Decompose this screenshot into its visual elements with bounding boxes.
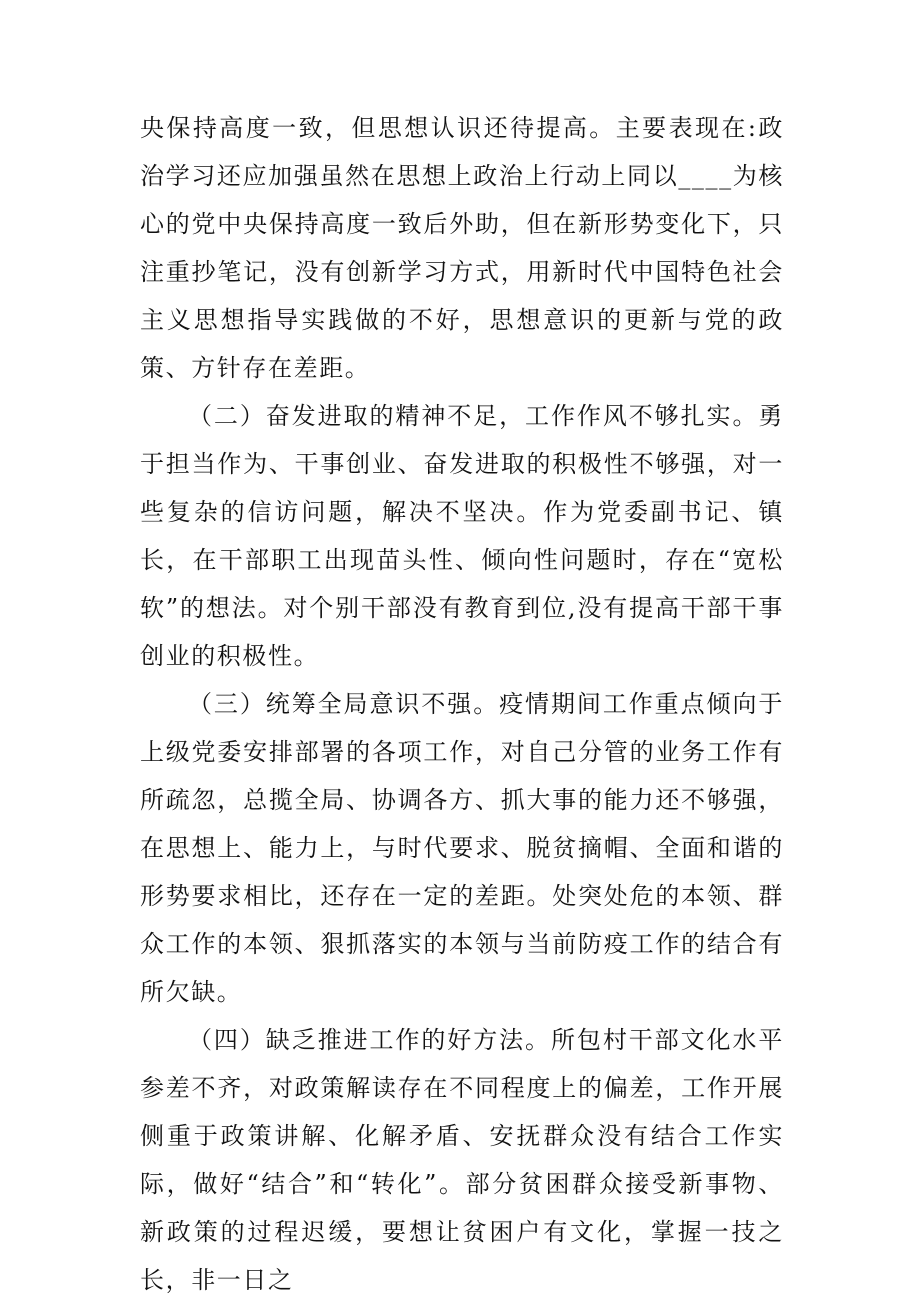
paragraph-continuation: 央保持高度一致，但思想认识还待提高。主要表现在:政治学习还应加强虽然在思想上政治上行动上同以____为核心的党中央保持高度一致后外助，但在新形势变化下，只注重抄笔记，没有创新学习方式，用新时代中国特色社会主义思想指导实践做的不好，思想意识的更新与党的政策、方针存在差距。 (140, 114, 784, 382)
document-body (140, 104, 784, 1304)
paragraph-section-two: （二）奋发进取的精神不足，工作作风不够扎实。勇于担当作为、干事创业、奋发进取的积极性不够强，对一些复杂的信访问题，解决不坚决。作为党委副书记、镇长，在干部职工出现苗头性、倾向性问题时，存在“宽松软”的想法。对个别干部没有教育到位,没有提高干部干事创业的积极性。 (140, 402, 784, 670)
paragraph-section-four: （四）缺乏推进工作的好方法。所包村干部文化水平参差不齐，对政策解读存在不同程度上的偏差，工作开展侧重于政策讲解、化解矛盾、安抚群众没有结合工作实际，做好“结合”和“转化”。部分贫困群众接受新事物、新政策的过程迟缓，要想让贫困户有文化，掌握一技之长，非一日之 (140, 1026, 784, 1294)
paragraph-section-three: （三）统筹全局意识不强。疫情期间工作重点倾向于上级党委安排部署的各项工作，对自己分管的业务工作有所疏忽，总揽全局、协调各方、抓大事的能力还不够强，在思想上、能力上，与时代要求、脱贫摘帽、全面和谐的形势要求相比，还存在一定的差距。处突处危的本领、群众工作的本领、狠抓落实的本领与当前防疫工作的结合有所欠缺。 (140, 690, 784, 1006)
